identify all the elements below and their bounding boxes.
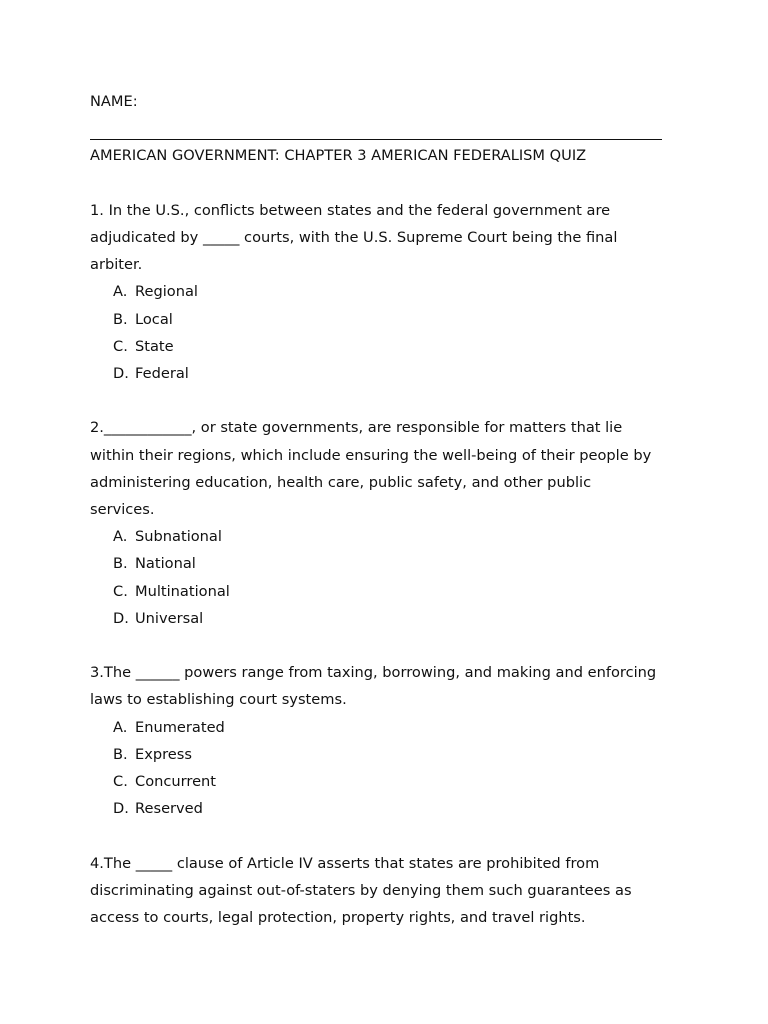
answer-options	[90, 714, 690, 823]
option-letter: C.	[113, 582, 128, 600]
answer-option	[90, 523, 690, 550]
option-letter: A.	[113, 718, 128, 736]
answer-option	[90, 605, 690, 632]
answer-options	[90, 523, 690, 632]
option-text: Regional	[135, 283, 198, 301]
quiz-title: AMERICAN GOVERNMENT: CHAPTER 3 AMERICAN FEDERALISM QUIZ	[90, 147, 587, 165]
quiz-document	[90, 88, 690, 931]
option-letter: B.	[113, 745, 128, 763]
option-letter: A.	[113, 283, 128, 301]
option-text: Subnational	[135, 528, 222, 546]
answer-option	[90, 741, 690, 768]
question-text-line: within their regions, which include ensuring the well-being of their people by	[90, 446, 652, 464]
option-text: Universal	[135, 609, 204, 627]
name-underline	[90, 115, 662, 142]
question-1	[90, 197, 690, 387]
question-text-line: administering education, health care, public safety, and other public	[90, 473, 592, 491]
option-text: State	[135, 337, 174, 355]
option-text: Federal	[135, 365, 189, 382]
option-letter: B.	[113, 555, 128, 573]
option-letter: C.	[113, 337, 128, 355]
question-4	[90, 850, 690, 932]
answer-option	[90, 714, 690, 741]
option-text: Local	[135, 310, 173, 328]
answer-option	[90, 333, 690, 360]
option-letter: B.	[113, 310, 128, 328]
option-text: Multinational	[135, 582, 230, 600]
question-text-line: discriminating against out-of-staters by denying them such guarantees as	[90, 881, 632, 899]
answer-options	[90, 278, 690, 387]
option-letter: C.	[113, 773, 128, 791]
name-label: NAME:	[90, 93, 138, 110]
answer-option	[90, 578, 690, 605]
answer-option	[90, 360, 690, 387]
question-text-line: arbiter.	[90, 256, 143, 274]
question-text-line: access to courts, legal protection, property rights, and travel rights.	[90, 909, 586, 927]
question-text-line: 3.The ______ powers range from taxing, borrowing, and making and enforcing	[90, 664, 657, 682]
option-text: Reserved	[135, 800, 203, 818]
option-text: Concurrent	[135, 773, 217, 791]
answer-option	[90, 795, 690, 822]
option-text: National	[135, 555, 196, 573]
question-text-line: services.	[90, 501, 155, 518]
option-letter: D.	[113, 609, 129, 627]
question-text-line: 4.The _____ clause of Article IV asserts that states are prohibited from	[90, 854, 600, 872]
option-text: Enumerated	[135, 718, 225, 736]
answer-option	[90, 278, 690, 305]
question-3	[90, 659, 690, 822]
option-letter: A.	[113, 528, 128, 546]
question-text-line: 1. In the U.S., conflicts between states and the federal government are	[90, 201, 611, 219]
option-text: Express	[135, 745, 192, 763]
option-letter: D.	[113, 800, 129, 818]
question-text-line: adjudicated by _____ courts, with the U.S. Supreme Court being the final	[90, 228, 618, 246]
answer-option	[90, 550, 690, 577]
question-text-line: laws to establishing court systems.	[90, 691, 347, 709]
option-letter: D.	[113, 365, 129, 382]
answer-option	[90, 768, 690, 795]
question-2	[90, 414, 690, 632]
answer-option	[90, 306, 690, 333]
question-text-line: 2.____________, or state governments, are responsible for matters that lie	[90, 419, 623, 437]
